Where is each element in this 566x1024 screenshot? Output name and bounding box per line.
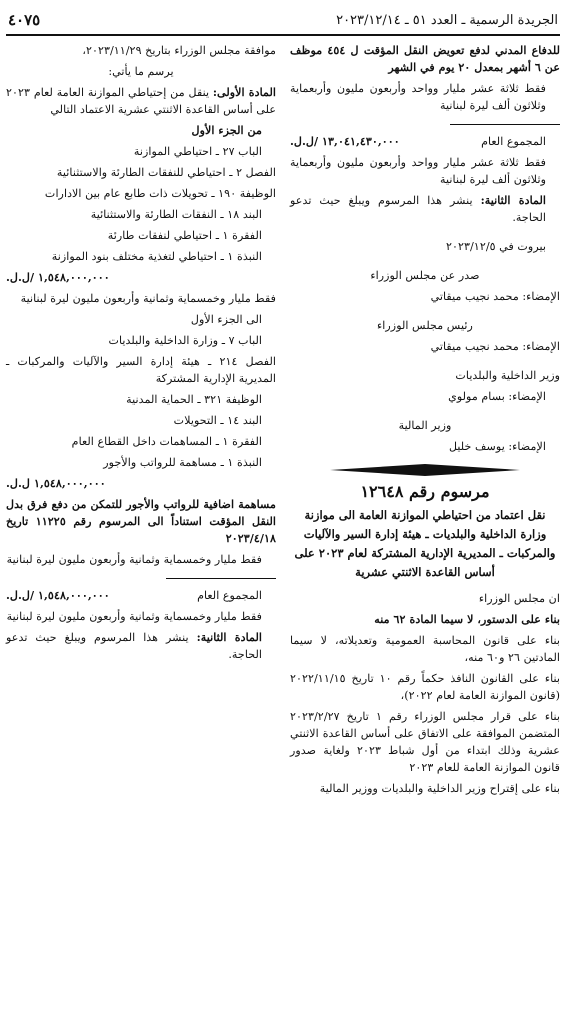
article-label: المادة الأولى: — [212, 85, 276, 99]
place-date: بيروت في ٢٠٢٣/١٢/٥ — [446, 240, 546, 253]
signature: الإمضاء: بسام مولوي — [448, 390, 546, 403]
budget-line: الفصل ٢١٤ ـ هيئة إدارة السير والآليات والمركبات ـ المديرية الإدارية المشتركة — [6, 355, 276, 385]
total-value: ١,٥٤٨,٠٠٠,٠٠٠ /ل.ل. — [6, 588, 110, 602]
total-label: المجموع العام — [481, 135, 546, 148]
amount-value: ١,٥٤٨,٠٠٠,٠٠٠ ل.ل. — [6, 476, 106, 490]
budget-line: النبذة ١ ـ احتياطي لتغذية مختلف بنود الموازنة — [51, 250, 262, 263]
part-heading: من الجزء الأول — [191, 123, 262, 137]
signatory-title: وزير المالية — [398, 419, 452, 432]
signatory-title: رئيس مجلس الوزراء — [377, 319, 473, 332]
total-row — [6, 587, 276, 604]
rule — [166, 578, 276, 579]
article-two — [6, 629, 276, 663]
total-row — [290, 133, 560, 150]
approval-line: موافقة مجلس الوزراء بتاريخ ٢٠٢٣/١١/٢٩، — [82, 44, 276, 57]
total-value: ١٣,٠٤١,٤٣٠,٠٠٠ /ل.ل. — [290, 134, 400, 148]
heading: للدفاع المدني لدفع تعويض النقل المؤقت ل ٤٥٤ موظف عن ٦ أشهر بمعدل ٢٠ يوم في الشهر — [290, 43, 560, 74]
budget-line: البند ١٤ ـ التحويلات — [173, 414, 262, 427]
decree-title: نقل اعتماد من احتياطي الموازنة العامة الى موازنة وزارة الداخلية والبلديات ـ هيئة إدارة السير والآليات والمركبات ـ المديرية الإدارية المشتركة لعام ٢٠٢٣ على أساس القاعدة الاثنتي عشرية — [294, 508, 556, 579]
page-header — [6, 8, 560, 36]
budget-line: الوظيفة ٣٢١ ـ الحماية المدنية — [126, 393, 262, 406]
basis-line: بناء على قرار مجلس الوزراء رقم ١ تاريخ ٢٠٢٣/٢/٢٧ المتضمن الموافقة على الاتفاق على أساس القاعدة الاثنتي عشرية وذلك ابتداء من أول شباط ٢٠٢٣ ولغاية صدور قانون الموازنة العامة للعام ٢٠٢٣ — [290, 710, 560, 774]
basis-line: بناء على إقتراح وزير الداخلية والبلديات ووزير المالية — [319, 782, 560, 795]
budget-line: الوظيفة ١٩٠ ـ تحويلات ذات طابع عام بين الادارات — [44, 187, 276, 200]
basis-line: بناء على الدستور، لا سيما المادة ٦٢ منه — [374, 612, 560, 626]
amount-text: فقط مليار وخمسماية وثمانية وأربعون مليون ليرة لبنانية — [6, 610, 262, 623]
basis-line: بناء على قانون المحاسبة العمومية وتعديلاته، لا سيما المادتين ٢٦ و٦٠ منه، — [290, 634, 560, 664]
amount-text: فقط مليار وخمسماية وثمانية وأربعون مليون ليرة لبنانية — [20, 292, 276, 305]
decrees-line: يرسم ما يأتي: — [108, 65, 174, 78]
decree-number: مرسوم رقم ١٢٦٤٨ — [360, 482, 490, 501]
article-text: ينشر هذا المرسوم ويبلغ حيث تدعو الحاجة. — [6, 631, 262, 661]
issued-by: صدر عن مجلس الوزراء — [370, 269, 480, 282]
rule — [450, 124, 560, 125]
right-column — [290, 42, 560, 801]
signature: الإمضاء: محمد نجيب ميقاتي — [430, 290, 560, 303]
amount-text: فقط مليار وخمسماية وثمانية وأربعون مليون ليرة لبنانية — [6, 553, 262, 566]
purpose-heading: مساهمة اضافية للرواتب والأجور للتمكن من دفع فرق بدل النقل المؤقت استناداً الى المرسوم رقم ١١٢٢٥ تاريخ ٢٠٢٣/٤/١٨ — [6, 497, 277, 545]
amount-text: فقط ثلاثة عشر مليار وواحد وأربعون مليون وأربعماية وثلاثون ألف ليرة لبنانية — [290, 156, 546, 186]
budget-line: الباب ٢٧ ـ احتياطي الموازنة — [133, 145, 262, 158]
amount-text: فقط ثلاثة عشر مليار وواحد وأربعون مليون وأربعماية وثلاثون ألف ليرة لبنانية — [290, 82, 546, 112]
article-label: المادة الثانية: — [480, 193, 546, 207]
article-text: ينقل من إحتياطي الموازنة العامة لعام ٢٠٢٣ على أساس القاعدة الاثنتي عشرية الاعتماد التالي — [6, 86, 276, 116]
budget-line: الفقرة ١ ـ احتياطي لنفقات طارئة — [107, 229, 262, 242]
budget-line: الفقرة ١ ـ المساهمات داخل القطاع العام — [71, 435, 262, 448]
article-two — [290, 192, 560, 226]
signature: الإمضاء: يوسف خليل — [448, 440, 546, 453]
budget-line: الباب ٧ ـ وزارة الداخلية والبلديات — [108, 334, 262, 347]
left-column — [6, 42, 276, 801]
part-heading: الى الجزء الأول — [190, 313, 262, 326]
columns — [6, 42, 560, 801]
signatory-title: وزير الداخلية والبلديات — [455, 369, 560, 382]
budget-line: الفصل ٢ ـ احتياطي للنفقات الطارئة والاستثنائية — [56, 166, 276, 179]
page-number: ٤٠٧٥ — [8, 11, 41, 29]
journal-title: الجريدة الرسمية ـ العدد ٥١ ـ ٢٠٢٣/١٢/١٤ — [336, 12, 558, 28]
section-divider — [330, 463, 520, 477]
amount-value: ١,٥٤٨,٠٠٠,٠٠٠ /ل.ل. — [6, 270, 110, 284]
council: ان مجلس الوزراء — [478, 592, 560, 605]
budget-line: النبذة ١ ـ مساهمة للرواتب والأجور — [103, 456, 262, 469]
signature: الإمضاء: محمد نجيب ميقاتي — [430, 340, 560, 353]
budget-line: البند ١٨ ـ النفقات الطارئة والاستثنائية — [90, 208, 262, 221]
article-one — [6, 84, 276, 118]
total-label: المجموع العام — [197, 589, 262, 602]
basis-line: بناء على القانون النافذ حكماً رقم ١٠ تاريخ ٢٠٢٢/١١/١٥ (قانون الموازنة العامة لعام ٢٠٢٢)، — [290, 672, 560, 702]
article-text: ينشر هذا المرسوم ويبلغ حيث تدعو الحاجة. — [290, 194, 546, 224]
article-label: المادة الثانية: — [196, 630, 262, 644]
